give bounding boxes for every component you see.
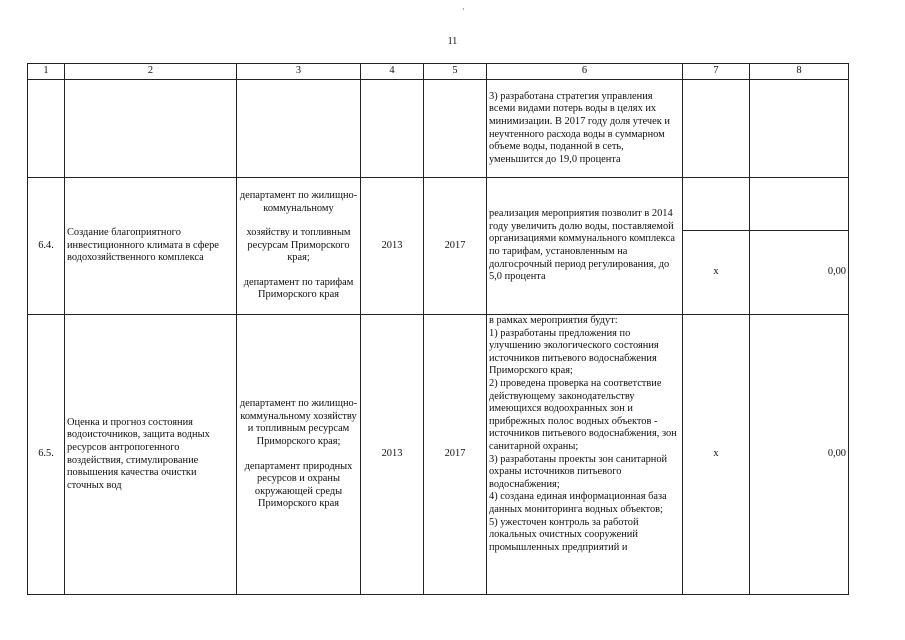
cont-col7-cell (683, 80, 750, 178)
cont-exec-cell (237, 80, 361, 178)
cont-result-cell: 3) разработана стратегия управления всеми видами потерь воды в целях их минимизации. В 2017 году доля утечек и неучтенного расхода воды в суммарном объеме воды, поданной в сеть, уменьшится до 19,0 процента (487, 80, 683, 178)
row-6-4-col8: 0,00 (750, 231, 849, 315)
header-col-2: 2 (65, 64, 237, 80)
page-number: 11 (447, 36, 458, 47)
header-col-8: 8 (750, 64, 849, 80)
row-6-4-executor-a: департамент по жилищно-коммунальному (239, 189, 358, 214)
row-6-4-executors (237, 178, 361, 315)
row-6-4-col7: х (683, 231, 750, 315)
row-6-4-number: 6.4. (28, 178, 65, 315)
result-line: 4) создана единая информационная база данных мониторинга водных объектов; (489, 491, 667, 515)
row-6-5-col7: х (683, 315, 750, 595)
header-col-5: 5 (424, 64, 487, 80)
header-col-4: 4 (361, 64, 424, 80)
result-line: в рамках мероприятия будут: (489, 315, 618, 326)
row-6-4-col7-top (683, 178, 750, 231)
row-6-5-number: 6.5. (28, 315, 65, 595)
row-6-5-executors (237, 315, 361, 595)
result-line: 2) проведена проверка на соответствие действующему законодательству имеющихся водоохранных зон и прибрежных полос водных объектов - источников питьевого водоснабжения, зон санитарной охраны; (489, 377, 677, 452)
header-col-1: 1 (28, 64, 65, 80)
row-6-4-name: Создание благоприятного инвестиционного климата в сфере водохозяйственного комплекса (65, 178, 237, 315)
cont-start-cell (361, 80, 424, 178)
row-6-4-executor-c: департамент по тарифам Приморского края (243, 276, 354, 301)
row-6-5-executor-a: департамент по жилищно-коммунальному хозяйству и топливным ресурсам Приморского края; (239, 398, 358, 447)
result-line: 3) разработаны проекты зон санитарной охраны источников питьевого водоснабжения; (489, 453, 668, 490)
result-line: 5) ужесточен контроль за работой локальных очистных сооружений промышленных предприятий и (489, 516, 639, 553)
cont-num-cell (28, 80, 65, 178)
header-col-3: 3 (237, 64, 361, 80)
row-6-4-col8-top (750, 178, 849, 231)
row-6-5-end-year: 2017 (424, 315, 487, 595)
row-6-4-start-year: 2013 (361, 178, 424, 315)
table-row (28, 178, 849, 231)
cont-col8-cell (750, 80, 849, 178)
table-row (28, 80, 849, 178)
header-col-7: 7 (683, 64, 750, 80)
row-6-4-end-year: 2017 (424, 178, 487, 315)
row-6-5-start-year: 2013 (361, 315, 424, 595)
cont-name-cell (65, 80, 237, 178)
row-6-5-col8: 0,00 (750, 315, 849, 595)
program-table (27, 63, 849, 595)
row-6-5-executor-b: департамент природных ресурсов и охраны окружающей среды Приморского края (244, 460, 353, 510)
header-col-6: 6 (487, 64, 683, 80)
cont-end-cell (424, 80, 487, 178)
table-row (28, 315, 849, 595)
row-6-4-executor-b: хозяйству и топливным ресурсам Приморского края; (246, 227, 351, 264)
page-top-mark: · (462, 5, 465, 14)
row-6-5-name: Оценка и прогноз состояния водоисточников, защита водных ресурсов антропогенного воздействия, стимулирование повышения качества очистки сточных вод (65, 315, 237, 595)
row-6-4-result: реализация мероприятия позволит в 2014 году увеличить долю воды, поставляемой организациями коммунального комплекса по тарифам, установленным на долгосрочный период регулирования, до 5,0 процента (487, 178, 683, 315)
row-6-5-result (487, 315, 683, 595)
result-line: 1) разработаны предложения по улучшению экологического состояния источников питьевого водоснабжения Приморского края; (489, 327, 659, 377)
table-header-row (28, 64, 849, 80)
